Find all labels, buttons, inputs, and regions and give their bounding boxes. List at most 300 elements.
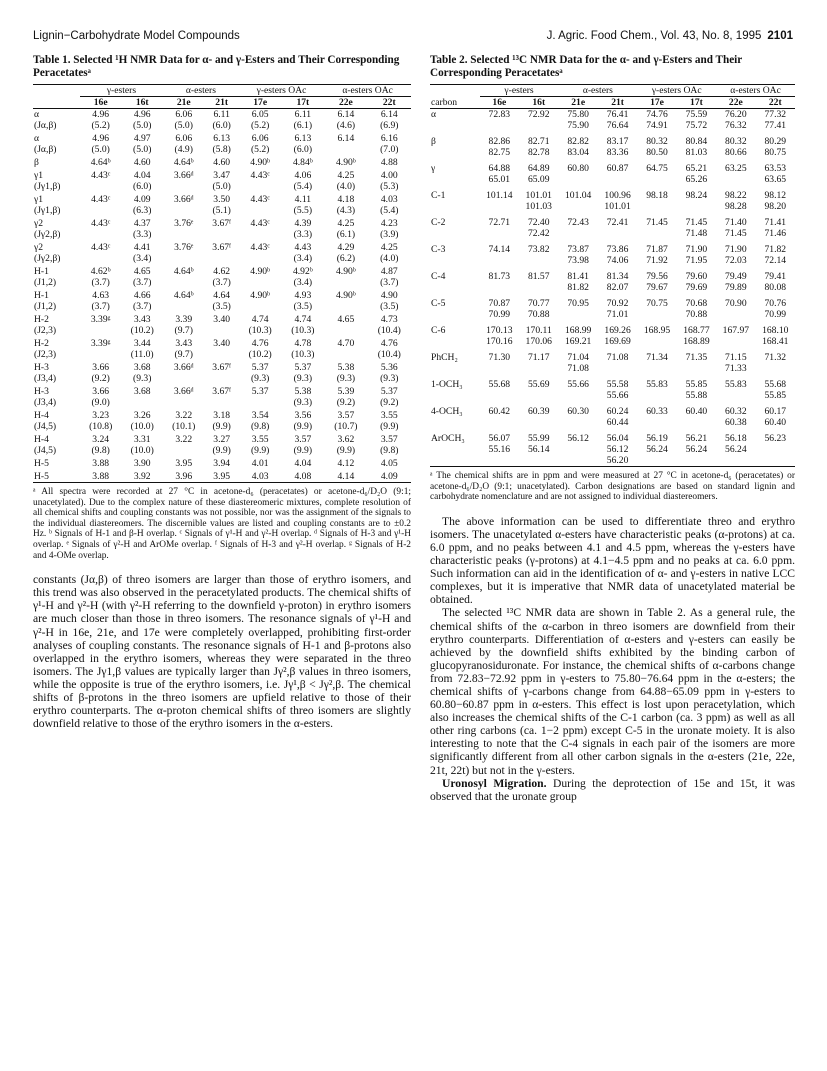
table-cell: 4.43ᶜ [250, 170, 270, 181]
table-cell: 70.90 [725, 298, 747, 309]
table-cell [519, 120, 558, 131]
table-cell: (3.3) [293, 229, 313, 240]
table2-group-header: α-esters [558, 85, 637, 97]
table-cell: 60.87 [606, 163, 629, 174]
table-cell: 82.78 [527, 147, 550, 158]
table-cell: 168.99 [564, 325, 592, 336]
table-cell: 4.00 [380, 170, 398, 181]
table-cell: (6.0) [212, 120, 231, 131]
row-label: C-4 [431, 271, 446, 282]
table-cell: 82.82 [567, 136, 589, 147]
table-cell: 3.43 [175, 338, 193, 349]
table-cell: 98.22 [725, 190, 747, 201]
table-cell: 4.41 [133, 242, 151, 253]
table-cell: 64.88 [488, 163, 511, 174]
table-cell: 71.08 [567, 363, 589, 374]
table-cell: (3.7) [91, 301, 110, 312]
table-cell: 3.40 [213, 314, 231, 325]
row-label [430, 228, 480, 239]
table-cell: 82.75 [488, 147, 511, 158]
table-cell: 3.22 [175, 434, 193, 445]
row-label: (Jγ1,β) [34, 181, 61, 192]
table-cell: (9.7) [174, 325, 193, 336]
table-cell: 77.32 [764, 109, 787, 120]
table1-compound-header: 22t [368, 97, 411, 109]
table-cell: 70.77 [527, 298, 550, 309]
table-cell: 3.26 [133, 410, 151, 421]
table-cell [163, 253, 205, 264]
table-cell: (3.4) [133, 253, 152, 264]
table-cell: 72.71 [488, 217, 511, 228]
table-cell [239, 229, 282, 240]
table-cell: 74.06 [606, 255, 629, 266]
table-cell: 3.24 [92, 434, 110, 445]
table-row [33, 456, 411, 469]
table-cell: (10.3) [291, 349, 315, 360]
table-row [430, 401, 795, 417]
table-cell: (10.3) [291, 325, 315, 336]
table-cell: (5.4) [293, 181, 313, 192]
table-cell: (9.8) [250, 421, 270, 432]
table-cell [637, 417, 676, 428]
table-cell [637, 390, 676, 401]
table-cell: 4.64ᵇ [90, 157, 111, 168]
table-cell [637, 228, 676, 239]
row-label: C-2 [431, 217, 446, 228]
table-cell [163, 373, 205, 384]
table-cell: 4.43ᶜ [91, 242, 111, 253]
table-cell: 168.95 [643, 325, 671, 336]
table-cell: 60.40 [685, 406, 708, 417]
table-cell [677, 201, 716, 212]
table-cell: 4.90ᵇ [336, 290, 356, 301]
table-cell: 79.56 [646, 271, 668, 282]
row-label: ArOCH₃ [431, 433, 465, 444]
table-cell: 75.80 [567, 109, 589, 120]
table-cell: (9.2) [380, 397, 399, 408]
table-row [33, 144, 411, 155]
table-cell: 4.60 [133, 157, 151, 168]
table-cell: 5.39 [337, 386, 355, 397]
table-row [33, 120, 411, 131]
table-cell: 168.10 [762, 325, 789, 336]
table-cell: (10.0) [130, 421, 154, 432]
table-cell [677, 455, 716, 467]
row-label: (J3,4) [34, 373, 57, 384]
body-paragraph: The above information can be used to differentiate threo and erythro isomers. The unacetylated α-esters have characteristic peaks (α-protons) at ca. 6.0 ppm, and no peaks between 4.1 and 4.5 ppm, whereas the γ-esters have characteristic peaks (γ-protons) at 4.1−4.5 ppm and no peaks at ca. 6.0 ppm. Such information can aid in the identification of α- and γ-esters in native LCC complexes, but it is imperative that NMR data of unacetylated material be obtained. [430, 514, 795, 607]
table-cell: 71.82 [764, 244, 787, 255]
table-cell [756, 444, 795, 455]
table-cell: 65.01 [488, 174, 511, 185]
table-cell: 71.95 [685, 255, 708, 266]
table-cell: (7.0) [380, 144, 399, 155]
table-cell: 5.37 [251, 386, 269, 397]
table-cell: 3.55 [380, 410, 398, 421]
table-cell: 6.14 [337, 109, 355, 120]
table-cell: 71.08 [606, 352, 629, 363]
table-cell [598, 363, 637, 374]
table-cell [716, 455, 755, 467]
table-cell: 6.11 [294, 109, 312, 120]
table-cell: (3.7) [380, 277, 399, 288]
table-cell: 56.24 [725, 444, 747, 455]
table-cell: 4.05 [380, 458, 398, 469]
table-cell [324, 325, 367, 336]
table-cell: (3.4) [293, 253, 313, 264]
table-cell: (9.3) [293, 373, 313, 384]
table-cell: 55.85 [764, 390, 787, 401]
row-label: C-6 [431, 325, 446, 336]
table-cell: 3.39ᵍ [90, 338, 111, 349]
table-cell: 79.89 [725, 282, 747, 293]
table-cell: 60.33 [646, 406, 668, 417]
table-row [430, 120, 795, 131]
table-cell: 3.18 [213, 410, 231, 421]
row-label: (Jγ2,β) [34, 229, 61, 240]
row-label: H-2 [34, 314, 49, 325]
table-cell [637, 201, 676, 212]
table-cell: (5.8) [212, 144, 231, 155]
table-cell: 98.12 [764, 190, 787, 201]
table-cell: 3.50 [213, 194, 231, 205]
table-cell: (5.2) [250, 144, 270, 155]
table-cell [80, 325, 122, 336]
table-cell: (11.0) [130, 349, 154, 360]
table-cell: 81.03 [685, 147, 708, 158]
table-cell [637, 363, 676, 374]
table-cell: 3.39ᵍ [90, 314, 111, 325]
table-cell: (5.0) [174, 120, 193, 131]
table-cell: 168.89 [683, 336, 710, 347]
table-cell [519, 417, 558, 428]
table-cell [205, 349, 239, 360]
table-cell: 72.42 [527, 228, 550, 239]
table-cell: (9.9) [212, 421, 231, 432]
row-label: (J4,5) [34, 421, 57, 432]
table-cell: 70.99 [488, 309, 511, 320]
table-cell: (3.7) [91, 277, 110, 288]
table-cell: 82.86 [488, 136, 511, 147]
table-cell: 55.68 [764, 379, 787, 390]
table-cell: 4.04 [294, 458, 312, 469]
table-cell: (4.6) [336, 120, 356, 131]
table-cell: 80.75 [764, 147, 787, 158]
table-cell: 169.69 [604, 336, 631, 347]
table-cell [637, 309, 676, 320]
table-cell: 4.43ᶜ [250, 218, 270, 229]
table-cell [480, 390, 519, 401]
table-row [33, 155, 411, 168]
table-cell: (9.9) [293, 445, 313, 456]
table-cell [558, 174, 597, 185]
table-cell [716, 336, 755, 347]
table-cell: (3.4) [293, 277, 313, 288]
table-cell: 55.68 [488, 379, 511, 390]
table-row [430, 282, 795, 293]
table-cell: 72.83 [488, 109, 511, 120]
table-cell: 4.03 [239, 469, 282, 483]
table-cell: 6.13 [294, 133, 312, 144]
table-cell [558, 201, 597, 212]
table1-group-header: α-esters [163, 85, 239, 97]
table-cell [80, 205, 122, 216]
table-cell: 6.05 [251, 109, 269, 120]
table-cell: 55.16 [488, 444, 511, 455]
row-label: C-5 [431, 298, 446, 309]
table-cell: 4.64ᵇ [173, 266, 194, 277]
table2-group-header: γ-esters OAc [637, 85, 716, 97]
table-cell [637, 174, 676, 185]
table-cell: 71.35 [685, 352, 708, 363]
table-cell: (10.7) [334, 421, 358, 432]
table-cell [519, 455, 558, 467]
table-cell: 169.26 [604, 325, 631, 336]
table-cell: 6.14 [380, 109, 398, 120]
table-row [33, 109, 411, 121]
table-cell: 70.88 [685, 309, 708, 320]
table-cell: (9.9) [336, 445, 356, 456]
table-cell: 71.34 [646, 352, 668, 363]
table-cell: 81.41 [567, 271, 589, 282]
table-cell: (5.1) [212, 205, 231, 216]
table-cell: 101.01 [525, 190, 552, 201]
table-cell: 101.03 [525, 201, 552, 212]
table-cell: 55.66 [606, 390, 629, 401]
table-cell [519, 363, 558, 374]
table-row [33, 360, 411, 373]
table-cell: (10.2) [248, 349, 272, 360]
table-cell: 4.25 [337, 170, 355, 181]
table-cell: 4.25 [337, 218, 355, 229]
table-cell: 76.41 [606, 109, 629, 120]
table-row [33, 168, 411, 181]
table-cell: 64.75 [646, 163, 668, 174]
table-cell [324, 277, 367, 288]
table-cell: 56.24 [646, 444, 668, 455]
table-cell: 3.66 [92, 386, 110, 397]
table2-compound-header: 16e [480, 97, 519, 109]
table-cell: 4.01 [251, 458, 269, 469]
table-cell [163, 301, 205, 312]
table-cell: 71.48 [685, 228, 708, 239]
table-cell: 4.90ᵇ [336, 157, 356, 168]
table-cell: (5.5) [293, 205, 313, 216]
table-cell: 60.80 [567, 163, 589, 174]
table-cell: 72.43 [567, 217, 589, 228]
table-cell: 4.76 [380, 338, 398, 349]
table-cell: 4.65 [337, 314, 355, 325]
row-label: (J2,3) [34, 349, 57, 360]
table-row [430, 444, 795, 455]
table-cell: 4.43ᶜ [250, 242, 270, 253]
table-cell: 3.66ᵈ [173, 194, 194, 205]
row-label [430, 147, 480, 158]
row-label [430, 417, 480, 428]
table-cell: 70.99 [764, 309, 787, 320]
table-cell: 4.09 [368, 469, 411, 483]
table-cell [756, 455, 795, 467]
table-row [33, 349, 411, 360]
table-cell: 3.66 [92, 362, 110, 373]
table-cell: 4.11 [294, 194, 312, 205]
table2-compound-header: 21e [558, 97, 597, 109]
table-cell: 60.39 [527, 406, 550, 417]
table-cell: 80.29 [764, 136, 787, 147]
table-row [430, 255, 795, 266]
table-cell: 56.24 [685, 444, 708, 455]
table-cell: 3.47 [213, 170, 231, 181]
table2-caption: Table 2. Selected ¹³C NMR Data for the α- and γ-Esters and Their Corresponding Peracetatesᵃ [430, 54, 743, 79]
table-cell: 71.15 [725, 352, 747, 363]
table-cell: (4.0) [336, 181, 356, 192]
table1-compound-header: 16t [121, 97, 163, 109]
table-cell: 70.88 [527, 309, 550, 320]
table-cell: 4.78 [294, 338, 312, 349]
row-label: H-1 [34, 266, 49, 277]
table-cell: 80.84 [685, 136, 708, 147]
table-row [430, 174, 795, 185]
table-cell: 76.64 [606, 120, 629, 131]
table-cell: (9.8) [380, 445, 399, 456]
row-label: H-5 [34, 458, 49, 469]
table-cell: 80.32 [646, 136, 668, 147]
table-cell: 60.40 [764, 417, 787, 428]
table-cell [756, 363, 795, 374]
table-cell: 60.17 [764, 406, 787, 417]
table-cell: (4.0) [380, 253, 399, 264]
table-cell: (3.5) [293, 301, 313, 312]
table-row [33, 336, 411, 349]
table-cell: (9.9) [212, 445, 231, 456]
table-cell: 170.13 [486, 325, 513, 336]
table-cell: 3.27 [213, 434, 231, 445]
table-cell: 4.09 [133, 194, 151, 205]
table-cell: (9.3) [293, 397, 313, 408]
table-cell [80, 181, 122, 192]
table1-footnote: ᵃ All spectra were recorded at 27 °C in acetone-d₆ (peracetates) or acetone-d₆/D₂O (9:1; unacetylated). Due to the complex nature of these diastereomeric mixtures, complete resolution of all chemical shifts and coupling constants was not possible, nor was the assignment of the signals to the individual diastereomers. The discernible values are listed and coupling constants are to ±0.2 Hz. ᵇ Signals of H-1 and β-H overlap. ᶜ Signals of γ¹-H and γ²-H overlap. ᵈ Signals of H-3 and γ¹-H overlap. ᵉ Signals of γ²-H and ArOMe overlap. ᶠ Signals of H-3 and γ²-H overlap. ᵍ Signals of H-2 and 4-OMe overlap. [33, 487, 411, 561]
table-row [33, 253, 411, 264]
table-cell: 3.67ᶠ [212, 362, 232, 373]
table-cell: 70.68 [685, 298, 708, 309]
table-cell: 3.88 [80, 469, 122, 483]
table-cell [480, 120, 519, 131]
table-cell: 74.14 [488, 244, 511, 255]
table-cell: 60.44 [606, 417, 629, 428]
table-cell: 75.72 [685, 120, 708, 131]
table-cell: 168.77 [683, 325, 710, 336]
table2-compound-header: 17e [637, 97, 676, 109]
table-cell: 60.42 [488, 406, 511, 417]
table-cell: 71.01 [606, 309, 629, 320]
table-cell: (5.2) [91, 120, 110, 131]
table-cell: 4.64ᵇ [173, 290, 194, 301]
row-label: (J1,2) [34, 277, 57, 288]
row-label: γ1 [34, 170, 44, 181]
table-cell [163, 205, 205, 216]
table-cell: 101.01 [604, 201, 631, 212]
table-row [430, 239, 795, 255]
row-label [430, 309, 480, 320]
table-cell [480, 417, 519, 428]
table-cell: 4.39 [294, 218, 312, 229]
table-cell [163, 229, 205, 240]
table-cell: 4.84ᵇ [292, 157, 313, 168]
table-cell: 56.12 [606, 444, 629, 455]
table-row [33, 432, 411, 445]
table-cell [239, 277, 282, 288]
table-cell [716, 390, 755, 401]
running-header-right [547, 30, 793, 42]
table-cell: 63.25 [725, 163, 747, 174]
table-row [430, 147, 795, 158]
table-cell: (3.9) [380, 229, 399, 240]
table-cell: 4.93 [294, 290, 312, 301]
table1-group-header: α-esters OAc [324, 85, 411, 97]
row-label: H-2 [34, 338, 49, 349]
page-number: 2101 [767, 30, 793, 42]
table-cell [480, 455, 519, 467]
table-cell: 4.37 [133, 218, 151, 229]
table-cell [519, 282, 558, 293]
table-cell: 3.96 [163, 469, 205, 483]
table1-compound-header: 22e [324, 97, 367, 109]
table-cell: (6.1) [336, 229, 356, 240]
table-cell: (9.0) [91, 397, 110, 408]
table-row [430, 109, 795, 121]
table-cell: 6.11 [213, 109, 230, 120]
table-cell: 81.82 [567, 282, 589, 293]
table-cell: 56.12 [567, 433, 589, 444]
row-label: α [34, 109, 40, 120]
row-label: (Jγ1,β) [34, 205, 61, 216]
table-cell: 6.06 [175, 133, 193, 144]
table-row [33, 301, 411, 312]
table-cell: (5.0) [91, 144, 110, 155]
row-label [430, 390, 480, 401]
row-label: C-1 [431, 190, 446, 201]
table-cell: 4.43 [294, 242, 312, 253]
table-row [33, 131, 411, 144]
table-cell: 4.97 [133, 133, 151, 144]
body-paragraph: The selected ¹³C NMR data are shown in Table 2. As a general rule, the chemical shifts of the α-carbon in threo isomers are downfield from their erythro counterparts. Differentiation of α-esters and γ-esters can easily be achieved by the downfield shifts exhibited by the binding carbon of glucopyranosiduronate. For instance, the chemical shifts of α-carbons change from 72.83−72.92 ppm in γ-esters to 75.80−76.64 ppm in the α-esters; the chemical shifts of γ-carbons change from 64.88−65.09 ppm in γ-esters to 60.80−60.87 ppm in α-esters. This effect is lost upon peracetylation, which also increases the chemical shifts of the C-1 carbon (ca. 3 ppm) as well as all other ring carbons (ca. 1−2 ppm) except C-5 in the uronate moiety. It is also interesting to note that the C-4 signals in each pair of the isomers are more significantly different from all other carbon signals in the α-esters (21e, 22e, 21t, 22t) but not in the γ-esters. [430, 606, 795, 777]
table-cell: (10.2) [130, 325, 154, 336]
table-cell: (6.0) [293, 144, 313, 155]
table-cell [519, 255, 558, 266]
left-column [33, 54, 411, 730]
left-body-text [33, 573, 411, 730]
table-cell [480, 201, 519, 212]
table-row [430, 293, 795, 309]
row-label: β [34, 157, 39, 168]
section-heading: Uronosyl Migration. [442, 776, 547, 790]
row-label: 1-OCH₃ [431, 379, 463, 390]
table-cell: 3.76ᵉ [174, 218, 194, 229]
table-cell: 4.74 [294, 314, 312, 325]
table-cell: 4.92ᵇ [292, 266, 313, 277]
table-cell: (3.5) [212, 301, 231, 312]
row-label: (J4,5) [34, 445, 57, 456]
table-cell: 5.37 [294, 362, 312, 373]
table-cell: 55.83 [725, 379, 747, 390]
table-cell: 71.90 [685, 244, 708, 255]
table-cell: 55.58 [606, 379, 629, 390]
table-cell [558, 390, 597, 401]
table-cell: 167.97 [722, 325, 750, 336]
table-cell: 4.64ᵇ [173, 157, 194, 168]
table-cell: (10.3) [248, 325, 272, 336]
table-cell: 64.89 [527, 163, 550, 174]
table-cell: 3.67ᶠ [212, 218, 232, 229]
